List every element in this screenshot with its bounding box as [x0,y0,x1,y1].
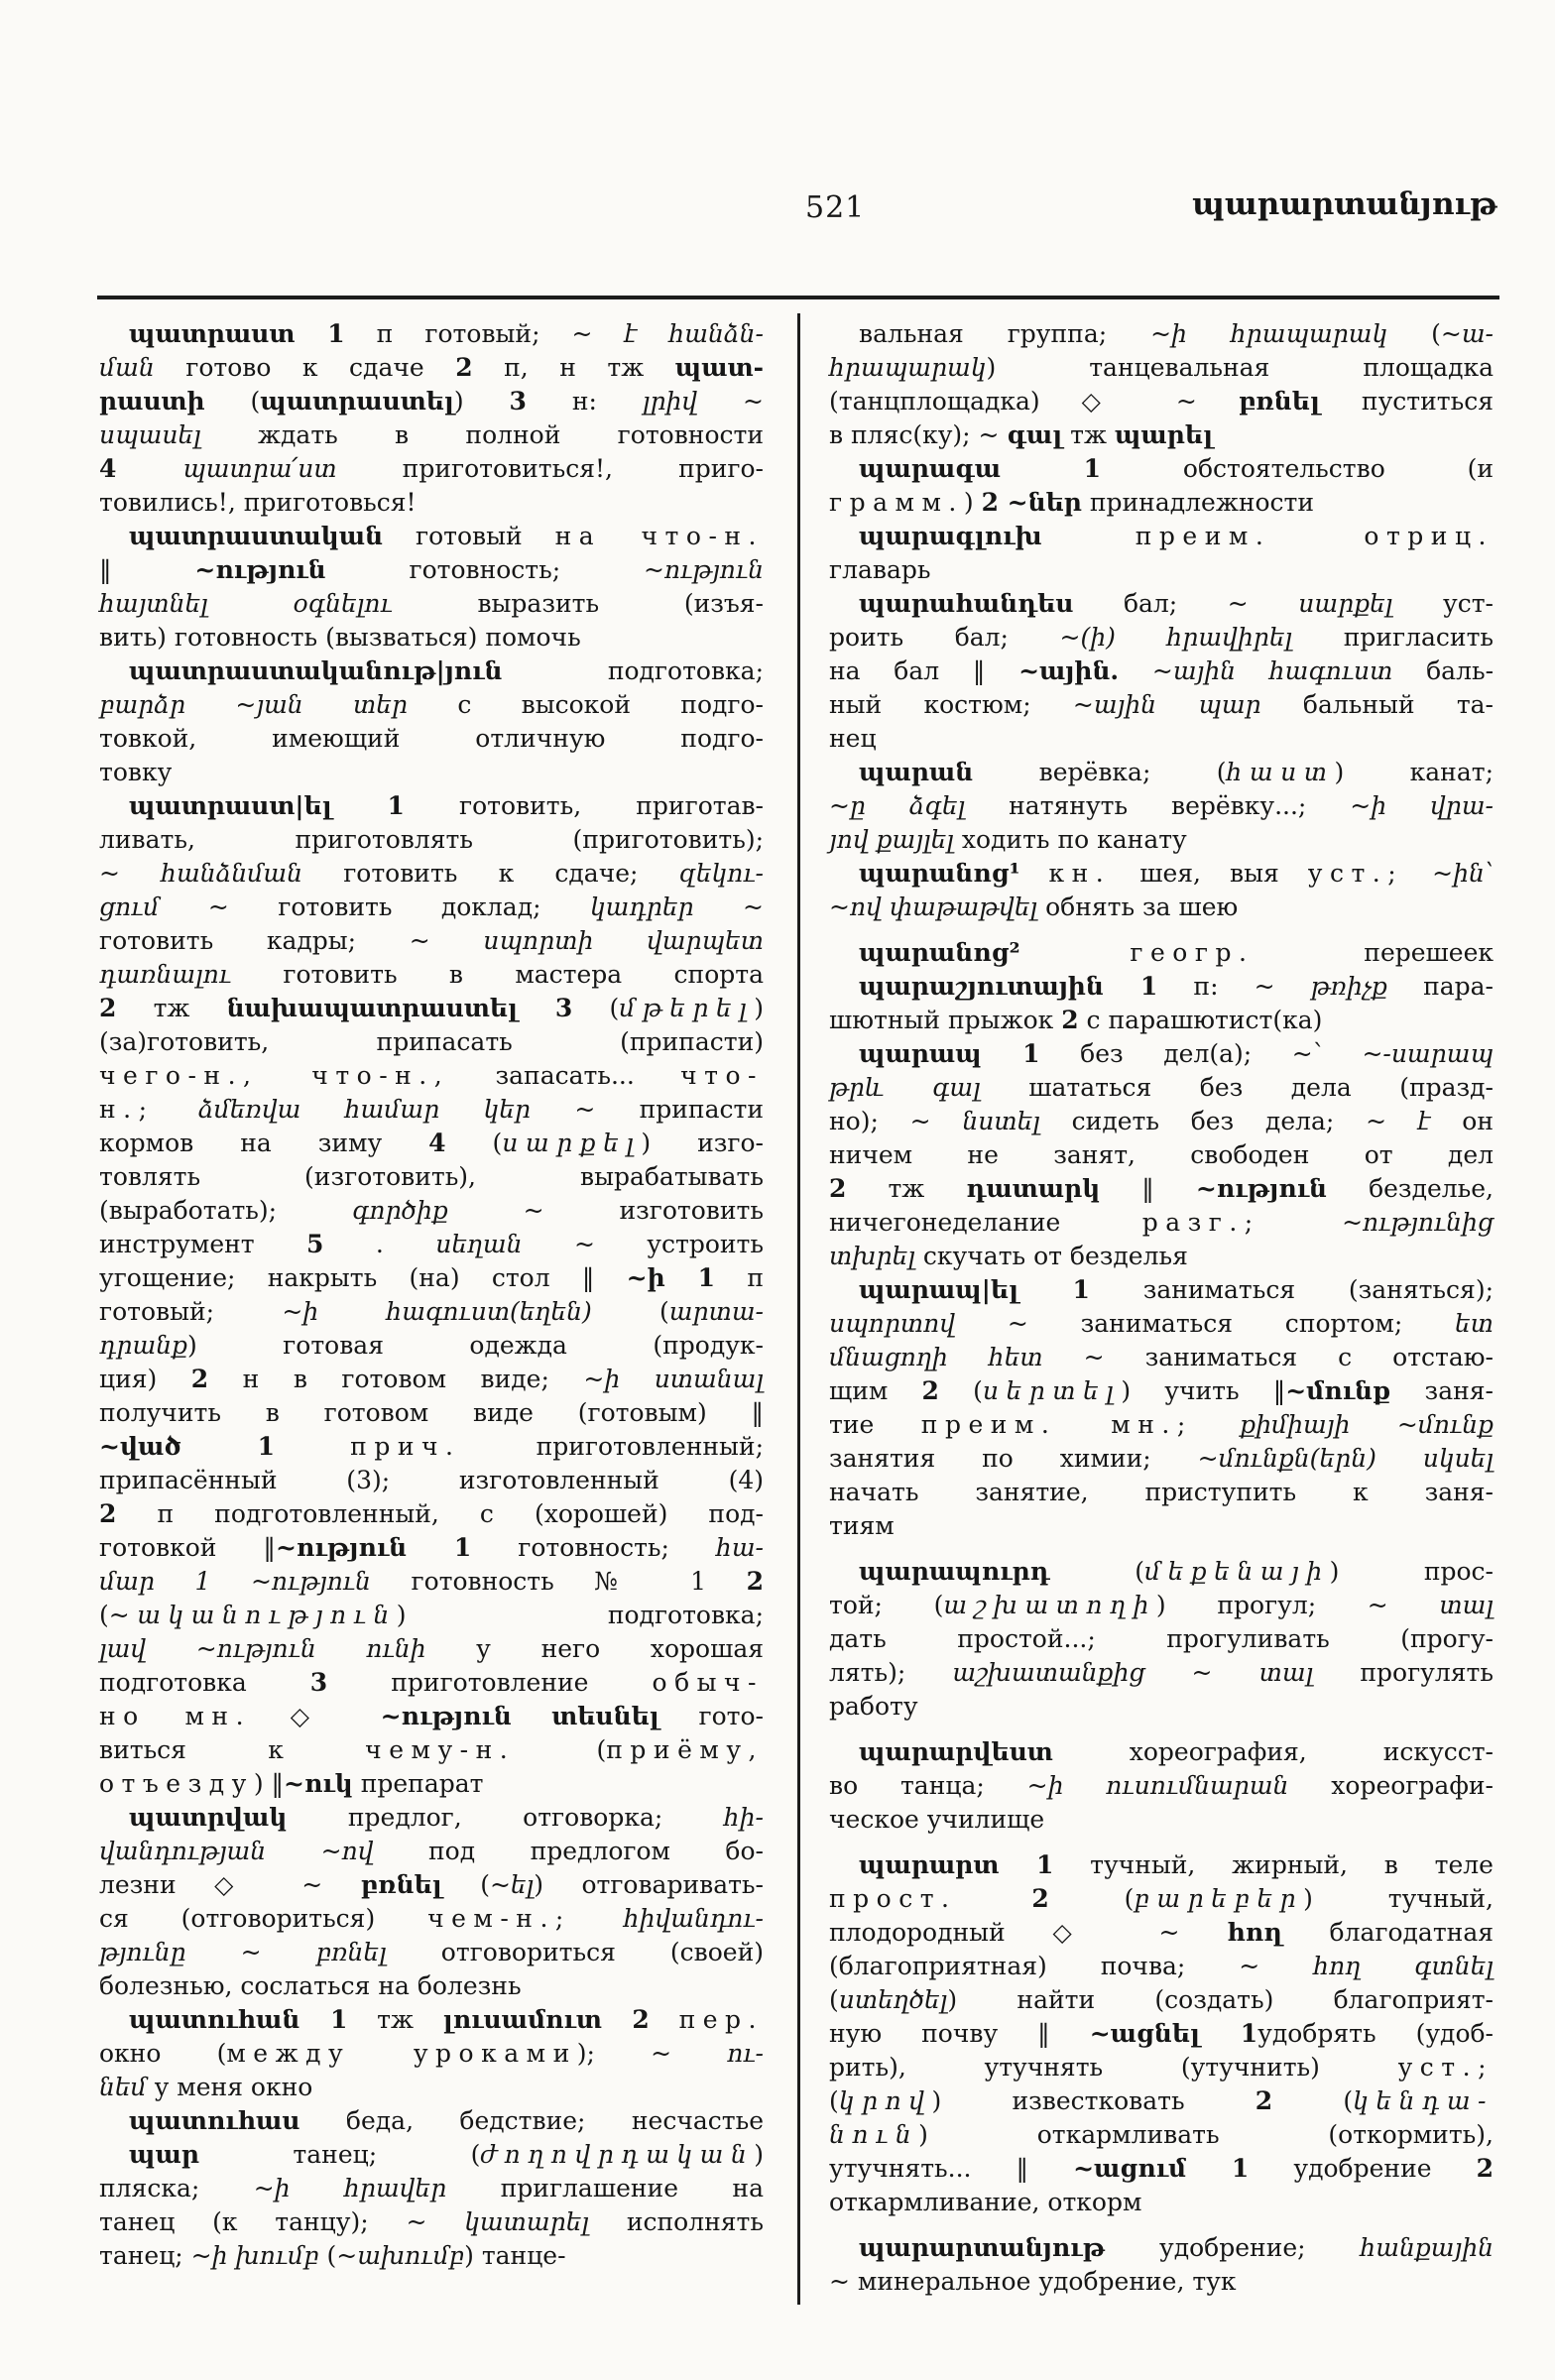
text-line: во танца; ~ի ուսումնարան хореографи- [829,1771,1494,1800]
text-line: получить в готовом виде (готовым) ‖ [99,1398,764,1427]
text-line: вальная группа; ~ի հրապարակ (~ա- [859,319,1495,348]
text-line: занятия по химии; ~մունքն(երն) սկսել [829,1444,1495,1473]
text-line: откармливание, откорм [829,2188,1142,2216]
text-line: но); ~ նստել сидеть без дела; ~ է он [829,1107,1494,1135]
text-line: պարան верёвка; (հաստ) канат; [859,758,1494,786]
dictionary-entry [829,317,1494,452]
text-line: մար 1 ~ություն готовность № 1 2 [99,1567,764,1596]
text-line: ‖ ~ություն готовность; ~ություն [99,555,764,584]
text-line: ման готово к сдаче 2 п, н тж պատ- [99,353,764,382]
text-line: начать занятие, приступить к заня- [829,1478,1494,1506]
text-line: ցում ~ готовить доклад; կադրեր ~ [99,892,764,921]
text-line: տխրել скучать от безделья [829,1242,1188,1270]
text-line: պատրվակ предлог, отговорка; հի- [129,1803,764,1832]
text-line: նուն) откармливать (откормить), [829,2120,1494,2149]
text-line: танец; ~ի խումբ (~ախումբ) танце- [99,2241,566,2270]
text-line: дать простой...; прогуливать (прогу- [829,1624,1494,1653]
text-line: тие преим. мн.; քիմիայի ~մունք [829,1410,1494,1439]
text-line: հրապարակ) танцевальная площадка [829,353,1494,382]
text-line: պատուհան 1 тж լուսամուտ 2 пер. [129,2005,764,2034]
text-line: բարձր ~յան տեր с высокой подго- [99,690,764,719]
dictionary-entry [829,756,1494,857]
text-line: պարագա 1 обстоятельство (и [859,454,1494,483]
text-line: ция) 2 н в готовом виде; ~ի ստանալ [99,1365,764,1393]
text-line: шютный прыжок 2 с парашютист(ка) [829,1006,1323,1034]
text-line: готовить кадры; ~ սպորտի վարպետ [99,926,764,955]
dictionary-entry [829,587,1494,756]
text-line: чего-н., что-н., запасать... что- [99,1061,764,1090]
dictionary-entry [99,317,764,520]
text-line: մնացողի հետ ~ заниматься с отстаю- [829,1343,1495,1371]
text-line: պարարտ 1 тучный, жирный, в теле [859,1850,1494,1879]
text-line: но мн. ◇ ~ություն տեսնել гото- [99,1702,764,1730]
text-line: кормов на зиму 4 (սարքել) изго- [99,1129,764,1157]
text-line: դառնալու готовить в мастера спорта [99,960,764,989]
text-line: готовый; ~ի հագուստ(եղեն) (արտա- [99,1297,764,1326]
text-line: հայտնել օգնելու выразить (изъя- [99,589,764,618]
dictionary-entry [829,970,1494,1037]
text-line: прост. 2 (բարեբեր) тучный, [829,1884,1494,1913]
text-line: вить) готовность (вызваться) помочь [99,623,581,652]
text-line: в пляс(ку); ~ գալ тж պարել [829,420,1214,449]
text-line: щим 2 (սերտել) учить ‖~մունք заня- [829,1376,1494,1405]
dictionary-entry [99,789,764,1801]
text-line: инструмент 5 . սեղան ~ устроить [99,1230,765,1258]
text-line: սպասել ждать в полной готовности [99,420,764,449]
text-line: отъезду) ‖~ուկ препарат [99,1769,484,1798]
text-line: (благоприятная) почва; ~ հող գտնել [829,1952,1494,1980]
text-line: работу [829,1692,918,1721]
text-line: той; (աշխատողի) прогул; ~ տալ [829,1591,1494,1619]
text-line: ~ минеральное удобрение, тук [829,2267,1237,2296]
dictionary-entry [829,1555,1494,1724]
text-line: պարապ|ել 1 заниматься (заняться); [859,1275,1494,1304]
text-line: պարահանդես бал; ~ սարքել уст- [859,589,1494,618]
dictionary-entry [829,1273,1494,1543]
text-line: պարարտանյութ удобрение; հանքային [859,2233,1494,2262]
dictionary-entry [99,520,764,654]
text-line: н.; ձմեռվա համար կեր ~ припасти [99,1095,764,1124]
text-line: պարապ 1 без дел(а); ~՝ ~-սարապ [859,1039,1494,1068]
dictionary-entry [829,857,1494,924]
text-line: պարապուրդ (մեքենայի) прос- [859,1557,1494,1586]
text-line: պատուհաս беда, бедствие; несчастье [129,2106,764,2135]
text-line: սպորտով ~ заниматься спортом; ետ [829,1309,1494,1338]
dictionary-entry [99,654,764,789]
text-line: главарь [829,555,931,584]
text-line: танец (к танцу); ~ կատարել исполнять [99,2207,764,2236]
text-line: 2 тж դատարկ ‖ ~ություն безделье, [829,1174,1494,1203]
text-line: угощение; накрыть (на) стол ‖ ~ի 1 п [99,1263,765,1292]
text-line: товлять (изготовить), вырабатывать [99,1162,764,1191]
text-line: лезни ◇ ~ բռնել (~ել) отговаривать- [99,1870,764,1899]
dictionary-entry [99,2138,764,2273]
text-line: ничем не занят, свободен от дел [829,1140,1494,1169]
text-line: товку [99,758,173,786]
right-column [829,317,1494,2299]
text-line: утучнять... ‖ ~ացում 1 удобрение 2 [829,2154,1494,2183]
dictionary-entry [829,1848,1494,2219]
dictionary-entry [829,520,1494,587]
text-line: պարագլուխ преим. отриц. [859,522,1494,550]
text-line: грамм.) 2 ~ներ принадлежности [829,488,1315,517]
text-line: (կրով) известковать 2 (կենդա- [829,2086,1494,2115]
page-number: 521 [805,190,866,225]
text-line: рить), утучнять (утучнить) уст.; [829,2053,1494,2082]
text-line: պատրաստական готовый на что-н. [129,522,764,550]
text-line: (танцплощадка) ◇ ~ բռնել пуститься [829,387,1494,416]
text-line: готовкой ‖~ություն 1 готовность; հա- [99,1533,764,1562]
text-line: ную почву ‖ ~ացնել 1удобрять (удоб- [829,2019,1494,2048]
text-line: нец [829,724,877,753]
text-line: պարանոց² геогр. перешеек [859,938,1494,967]
dictionary-entry [829,2231,1494,2299]
header-guide-word: պարարտանյութ [1192,186,1497,222]
text-line: պարաշյուտային 1 п: ~ թռիչք пара- [859,972,1494,1001]
text-line: նեմ у меня окно [99,2073,313,2101]
text-line: пляска; ~ի հրավեր приглашение на [99,2174,764,2202]
text-line: товились!, приготовься! [99,488,417,517]
text-line: подготовка 3 приготовление обыч- [99,1668,764,1697]
text-line: (за)готовить, припасать (припасти) [99,1027,764,1056]
text-line: ческое училище [829,1805,1045,1834]
text-line: պարարվեստ хореография, искусст- [859,1737,1494,1766]
text-line: виться к чему-н. (приёму, [99,1735,764,1764]
text-line: 2 п подготовленный, с (хорошей) под- [99,1499,764,1528]
text-line: лять); աշխատանքից ~ տալ прогулять [829,1658,1494,1687]
text-line: ~ված 1 прич. приготовленный; [99,1432,764,1461]
dictionary-entry [99,2104,764,2138]
text-line: ся (отговориться) чем-н.; հիվանդու- [99,1904,764,1933]
text-line: պար танец; (ժողովրդական) [129,2140,764,2169]
text-line: ный костюм; ~ային պար бальный та- [829,690,1495,719]
text-line: պարանոց¹ кн. шея, выя уст.; ~ին՝ [859,859,1494,888]
text-line: товкой, имеющий отличную подго- [99,724,764,753]
text-line: պատրաստ|ել 1 готовить, приготав- [129,791,764,820]
text-line: (выработать); գործիք ~ изготовить [99,1196,764,1225]
dictionary-entry [99,2003,764,2104]
text-line: վանդության ~ով под предлогом бо- [99,1837,764,1865]
text-line: րաստի (պատրաստել) 3 н: լրիվ ~ [99,387,765,416]
text-line: ~ով փաթաթվել обнять за шею [829,892,1239,921]
text-line: ~ը ձգել натянуть верёвку...; ~ի վրա- [829,791,1495,820]
text-line: ливать, приготовлять (приготовить); [99,825,764,854]
text-line: (~ականություն) подготовка; [99,1601,764,1629]
text-line: պատրաստականութ|յուն подготовка; [129,656,764,685]
dictionary-entry [829,1735,1494,1837]
text-line: պատրաստ 1 п готовый; ~ է հանձն- [129,319,764,348]
text-line: припасённый (3); изготовленный (4) [99,1466,764,1494]
column-divider [797,313,800,2305]
dictionary-entry [99,1801,764,2003]
header-rule [97,296,1499,299]
text-line: ничегонеделание разг.; ~ությունից [829,1208,1494,1237]
text-line: յով քայլել ходить по канату [829,825,1187,854]
text-line: окно (между уроками); ~ ու- [99,2039,764,2068]
text-line: դրանք) готовая одежда (продук- [99,1331,764,1360]
dictionary-entry [829,452,1494,520]
text-line: болезнью, сослаться на болезнь [99,1971,522,2000]
dictionary-entry [829,936,1494,970]
text-line: плодородный ◇ ~ հող благодатная [829,1918,1494,1947]
text-line: թրև գալ шататься без дела (празд- [829,1073,1494,1102]
text-line: լավ ~ություն ունի у него хорошая [99,1634,764,1663]
text-line: тиям [829,1511,895,1540]
dictionary-entry [829,1037,1494,1273]
text-line: ~ հանձնման готовить к сдаче; զեկու- [99,859,764,888]
text-line: (ստեղծել) найти (создать) благоприят- [829,1985,1494,2014]
text-line: роить бал; ~(ի) հրավիրել пригласить [829,623,1495,652]
text-line: 2 тж նախապատրաստել 3 (մթերել) [99,994,765,1022]
text-line: на бал ‖ ~ային. ~ային հագուստ баль- [829,656,1495,685]
left-column [99,317,764,2273]
text-line: 4 պատրա՛ստ приготовиться!, приго- [99,454,764,483]
page-header [99,180,1497,244]
text-line: թյունը ~ բռնել отговориться (своей) [99,1938,764,1966]
